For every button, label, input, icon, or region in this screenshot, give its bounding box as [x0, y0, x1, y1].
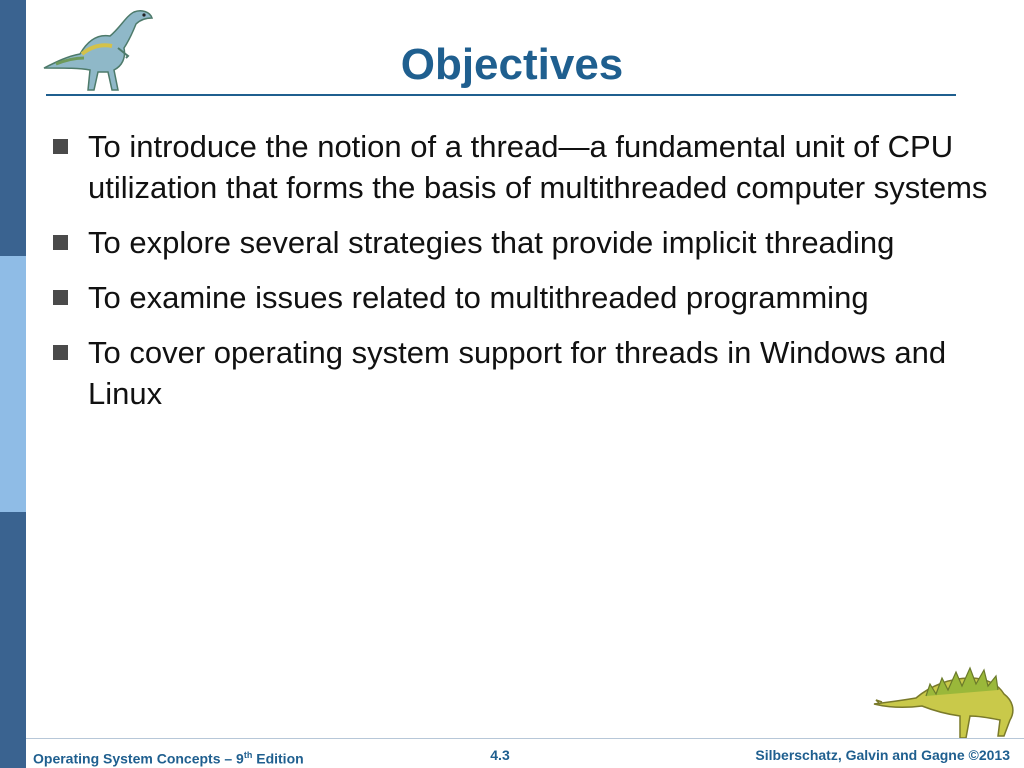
square-bullet-icon: [53, 235, 68, 250]
list-item-text: To cover operating system support for threads in Windows and Linux: [88, 335, 947, 411]
footer-divider: [26, 738, 1024, 739]
footer-book-sup: th: [243, 750, 253, 760]
title-divider: [46, 94, 956, 96]
side-stripe-bottom: [0, 512, 26, 768]
footer-book-suffix: Edition: [252, 750, 304, 767]
list-item-text: To explore several strategies that provide implicit threading: [88, 225, 895, 260]
stegosaurus-icon: [870, 656, 1020, 742]
list-item: [52, 332, 992, 414]
square-bullet-icon: [53, 139, 68, 154]
square-bullet-icon: [53, 290, 68, 305]
list-item-text: To introduce the notion of a thread—a fundamental unit of CPU utilization that forms the basis of multithreaded computer systems: [88, 129, 988, 205]
page-title: Objectives: [400, 40, 624, 89]
footer-book-title: [33, 746, 304, 768]
list-item-text: To examine issues related to multithreaded programming: [88, 280, 869, 315]
footer-copyright: Silberschatz, Galvin and Gagne ©2013: [755, 747, 1010, 763]
list-item: [52, 222, 992, 263]
page-number: 4.3: [490, 747, 510, 763]
footer-book-prefix: Operating System Concepts – 9: [33, 750, 244, 767]
square-bullet-icon: [53, 345, 68, 360]
list-item: [52, 126, 992, 208]
objectives-list: [52, 126, 992, 428]
list-item: [52, 277, 992, 318]
side-stripe-middle: [0, 256, 26, 512]
